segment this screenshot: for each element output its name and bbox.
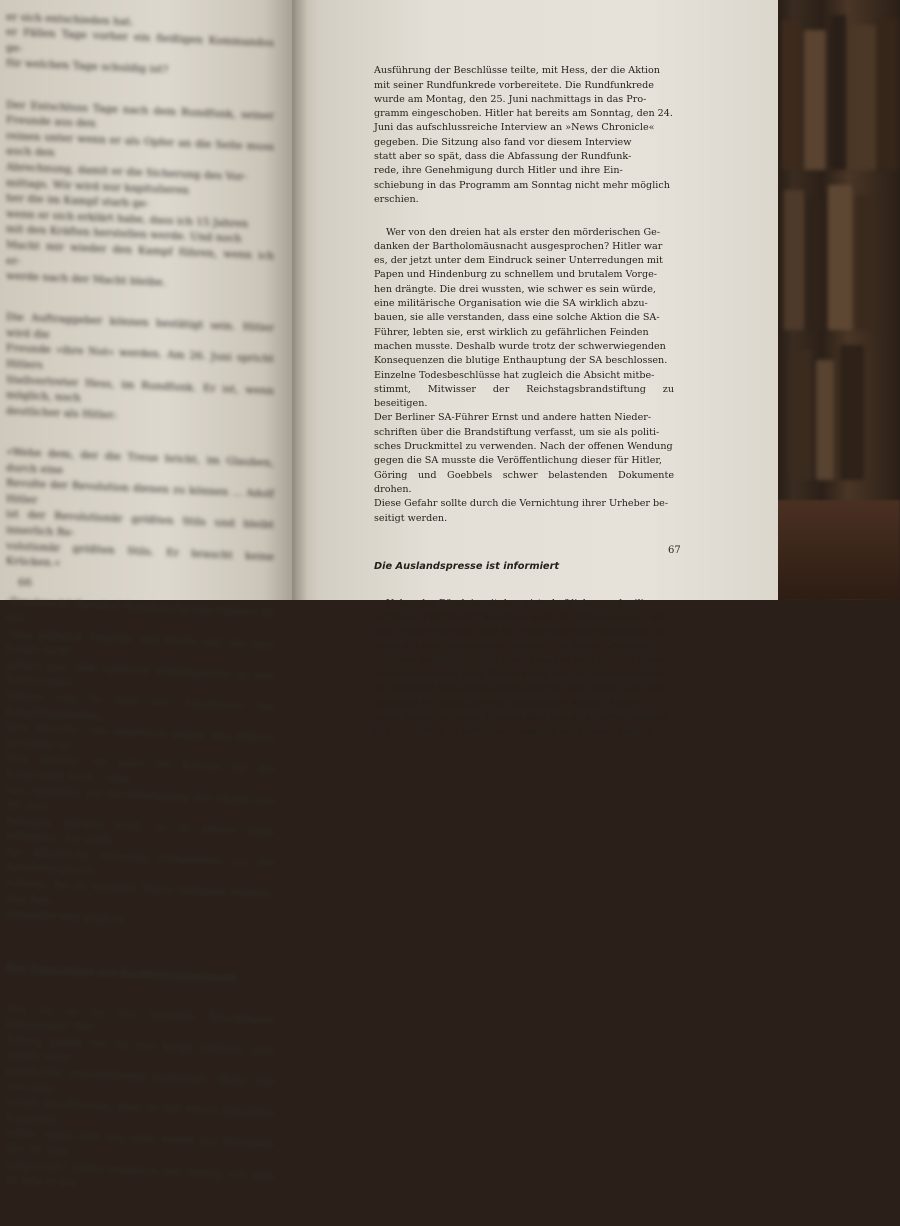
shelf-book [816,360,834,480]
shelf-book [784,190,804,330]
left-paragraph: Die Auftraggeber können bestätigt sein. Hitler wird die Freunde »ihre Not« werden. Am 26. Juni spricht Hitlers Stellvertreter Hess, im Rundfunk. Er ist, wenn möglich, noch deutlicher als Hitler: [6,311,274,422]
right-paragraph: Ueber das Bündnis mit den wirtschaftlichen und mili- tärischen Kräften der Reaktion, über die Abmachungen, die dem Hitler-Interview und der Hess-Rede zugrundelagen, exi- stiert ein aufschlussreicher Bericht. Die Basler »National- Zeitung« veröffentlicht in ihrer Ausgabe vom 26. Juni einen Situationsbericht über Deutschland, den ihr Korrespondent am Tage der Hess-Rede abgesandt hat. Der Artikel gibt die Situation mit erstaunlicher Genauigkeit wieder. Aber er weiss nichts von einer Revolte oder von einer Verschwörung der SA-Führer zu berichten. Dagegen wird davon gespro- [374,597,672,738]
shelf-book [840,345,864,480]
left-section-heading: Der Entschluss zur Bartholomäusnacht [6,963,236,986]
table-surface [760,500,900,600]
shelf-book [808,200,824,330]
right-page-number: 67 [668,545,681,556]
shelf-book [850,25,876,170]
shelf-book [790,350,812,480]
left-paragraph: Wie ist es zu den blutigen Beschlüssen gekommen? Der Schlag gegen die SA war lange geplant, jetzt wurde seine praktische Durchführung festgelegt. Wann und von wem wurde beschlossen, dass es mit einem Massaker beginnen sollte, wann und von wem wurde die Totenliste des 30. Juni aufgestellt? Hitler besprach mit Göring, mit dem er sich in der [6,1002,274,1190]
right-page [318,0,778,738]
left-paragraph: »Wehe dem, der die Treue bricht, im Glauben, durch eine Revolte der Revolution dienen zu können ... Adolf Hitler ist der Revolutionär größten Stils und bleibt innerlich Re- volutionär größten Stils. Er braucht keine Krücken.« [6,446,274,570]
shelf-book [830,15,846,170]
shelf-book [782,20,800,170]
shelf-book [856,195,876,330]
shelf-book [828,185,852,330]
left-page-text [6,0,274,1226]
left-paragraph: Der Entschluss Tage nach dem Rundfunk, seiner Freunde aus den reinen unter wenn er als Opfer an die Seite muss auch den Abrechnung, damit er die Sicherung des Vor- mittags. Wir wird nur kapitulieren her die im Kampf starb ge- wenn er sich erklärt habe, dass ich 15 Jahren mit den Kräften herstellen werde. Und noch Macht mir wieder den Kampf führen, wenn ich er- werde nach der Macht bleibe. [6,98,274,289]
shelf-book [804,30,826,170]
right-paragraph: Ausführung der Beschlüsse teilte, mit Hess, der die Aktion mit seiner Rundfunkrede vorbereitete. Die Rundfunkrede wurde am Montag, den 25. Juni nachmittags in das Pro- gramm eingeschoben. Hitler hat bereits am Sonntag, den 24. Juni das aufschlussreiche Interview an »News Chronicle« gegeben. Die Sitzung also fand vor diesem Interview statt aber so spät, dass die Abfassung der Rundfunk- rede, ihre Genehmigung durch Hitler und ihre Ein- schiebung in das Programm am Sonntag nicht mehr möglich erschien. [374,65,673,205]
right-paragraph: Wer von den dreien hat als erster den mörderischen Ge- danken der Bartholomäusnacht ausgesprochen? Hitler war es, der jetzt unter dem Eindruck seiner Unterredungen mit Papen und Hindenburg zu schnellem und brutalem Vorge- hen drängte. Die drei wussten, wie schwer es sein würde, eine militärische Organisation wie die SA wirklich abzu- bauen, sie alle verstanden, dass eine solche Aktion die SA- Führer, lebten sie, erst wirklich zu gefährlichen Feinden machen musste. Deshalb wurde trotz der schwerwiegenden Konsequenzen die blutige Enthauptung der SA beschlossen. Einzelne Todesbeschlüsse hat zugleich die Absicht mitbe- stimmt, Mitwisser der Reichstagsbrandstiftung zu beseitigen. Der Berliner SA-Führer Ernst und andere hatten Nieder- schriften über die Brandstiftung verfasst, um sie als politi- sches Druckmittel zu verwenden. Nach der offenen Wendung gegen die SA musste die Veröffentlichung dieser für Hitler, Göring und Goebbels schwer belastenden Dokumente drohen. Diese Gefahr sollte durch die Vernichtung ihrer Urheber be- seitigt werden. [374,226,674,524]
right-page-text [374,50,674,754]
left-paragraph: ›Treubruch? Revolte? Krücken für den Führer? Es tau- chen plötzlich Begriffe und Worte auf, die man bisher nicht gehört hat. Alle späteren Widersprüche in den Erklärungen Hitlers vom 30. Juni, der ›Treubruch‹ der Kampfkameraden, ihre ›Revolte‹, die angeblich gegen den Führer gerichtet ist, ihre Absicht, als wäre die Krücke für ihn bezeichnet wird, – alles, was ebenfalls zur Rechtfertigung der Morde des 30. Juni bezogen werden wird, ist in dieser Rede enthalten. Sie sollte die öffentliche Meinung vorbereiten auf die Schreckensnach- richten, die in wenigen Tagen kommen würden. Das Juni- massaker war geplant. [6,596,274,926]
right-section-heading: Die Auslandspresse ist informiert [374,561,560,573]
left-paragraph: er sich entschieden hat. er Fällen Tage vorher ein fleißigen Kommandos ge- für welchen Tage schuldig ist? [6,10,274,77]
left-page-number: 66 [18,576,32,589]
shelf-book [880,18,898,170]
left-page [0,0,300,1190]
